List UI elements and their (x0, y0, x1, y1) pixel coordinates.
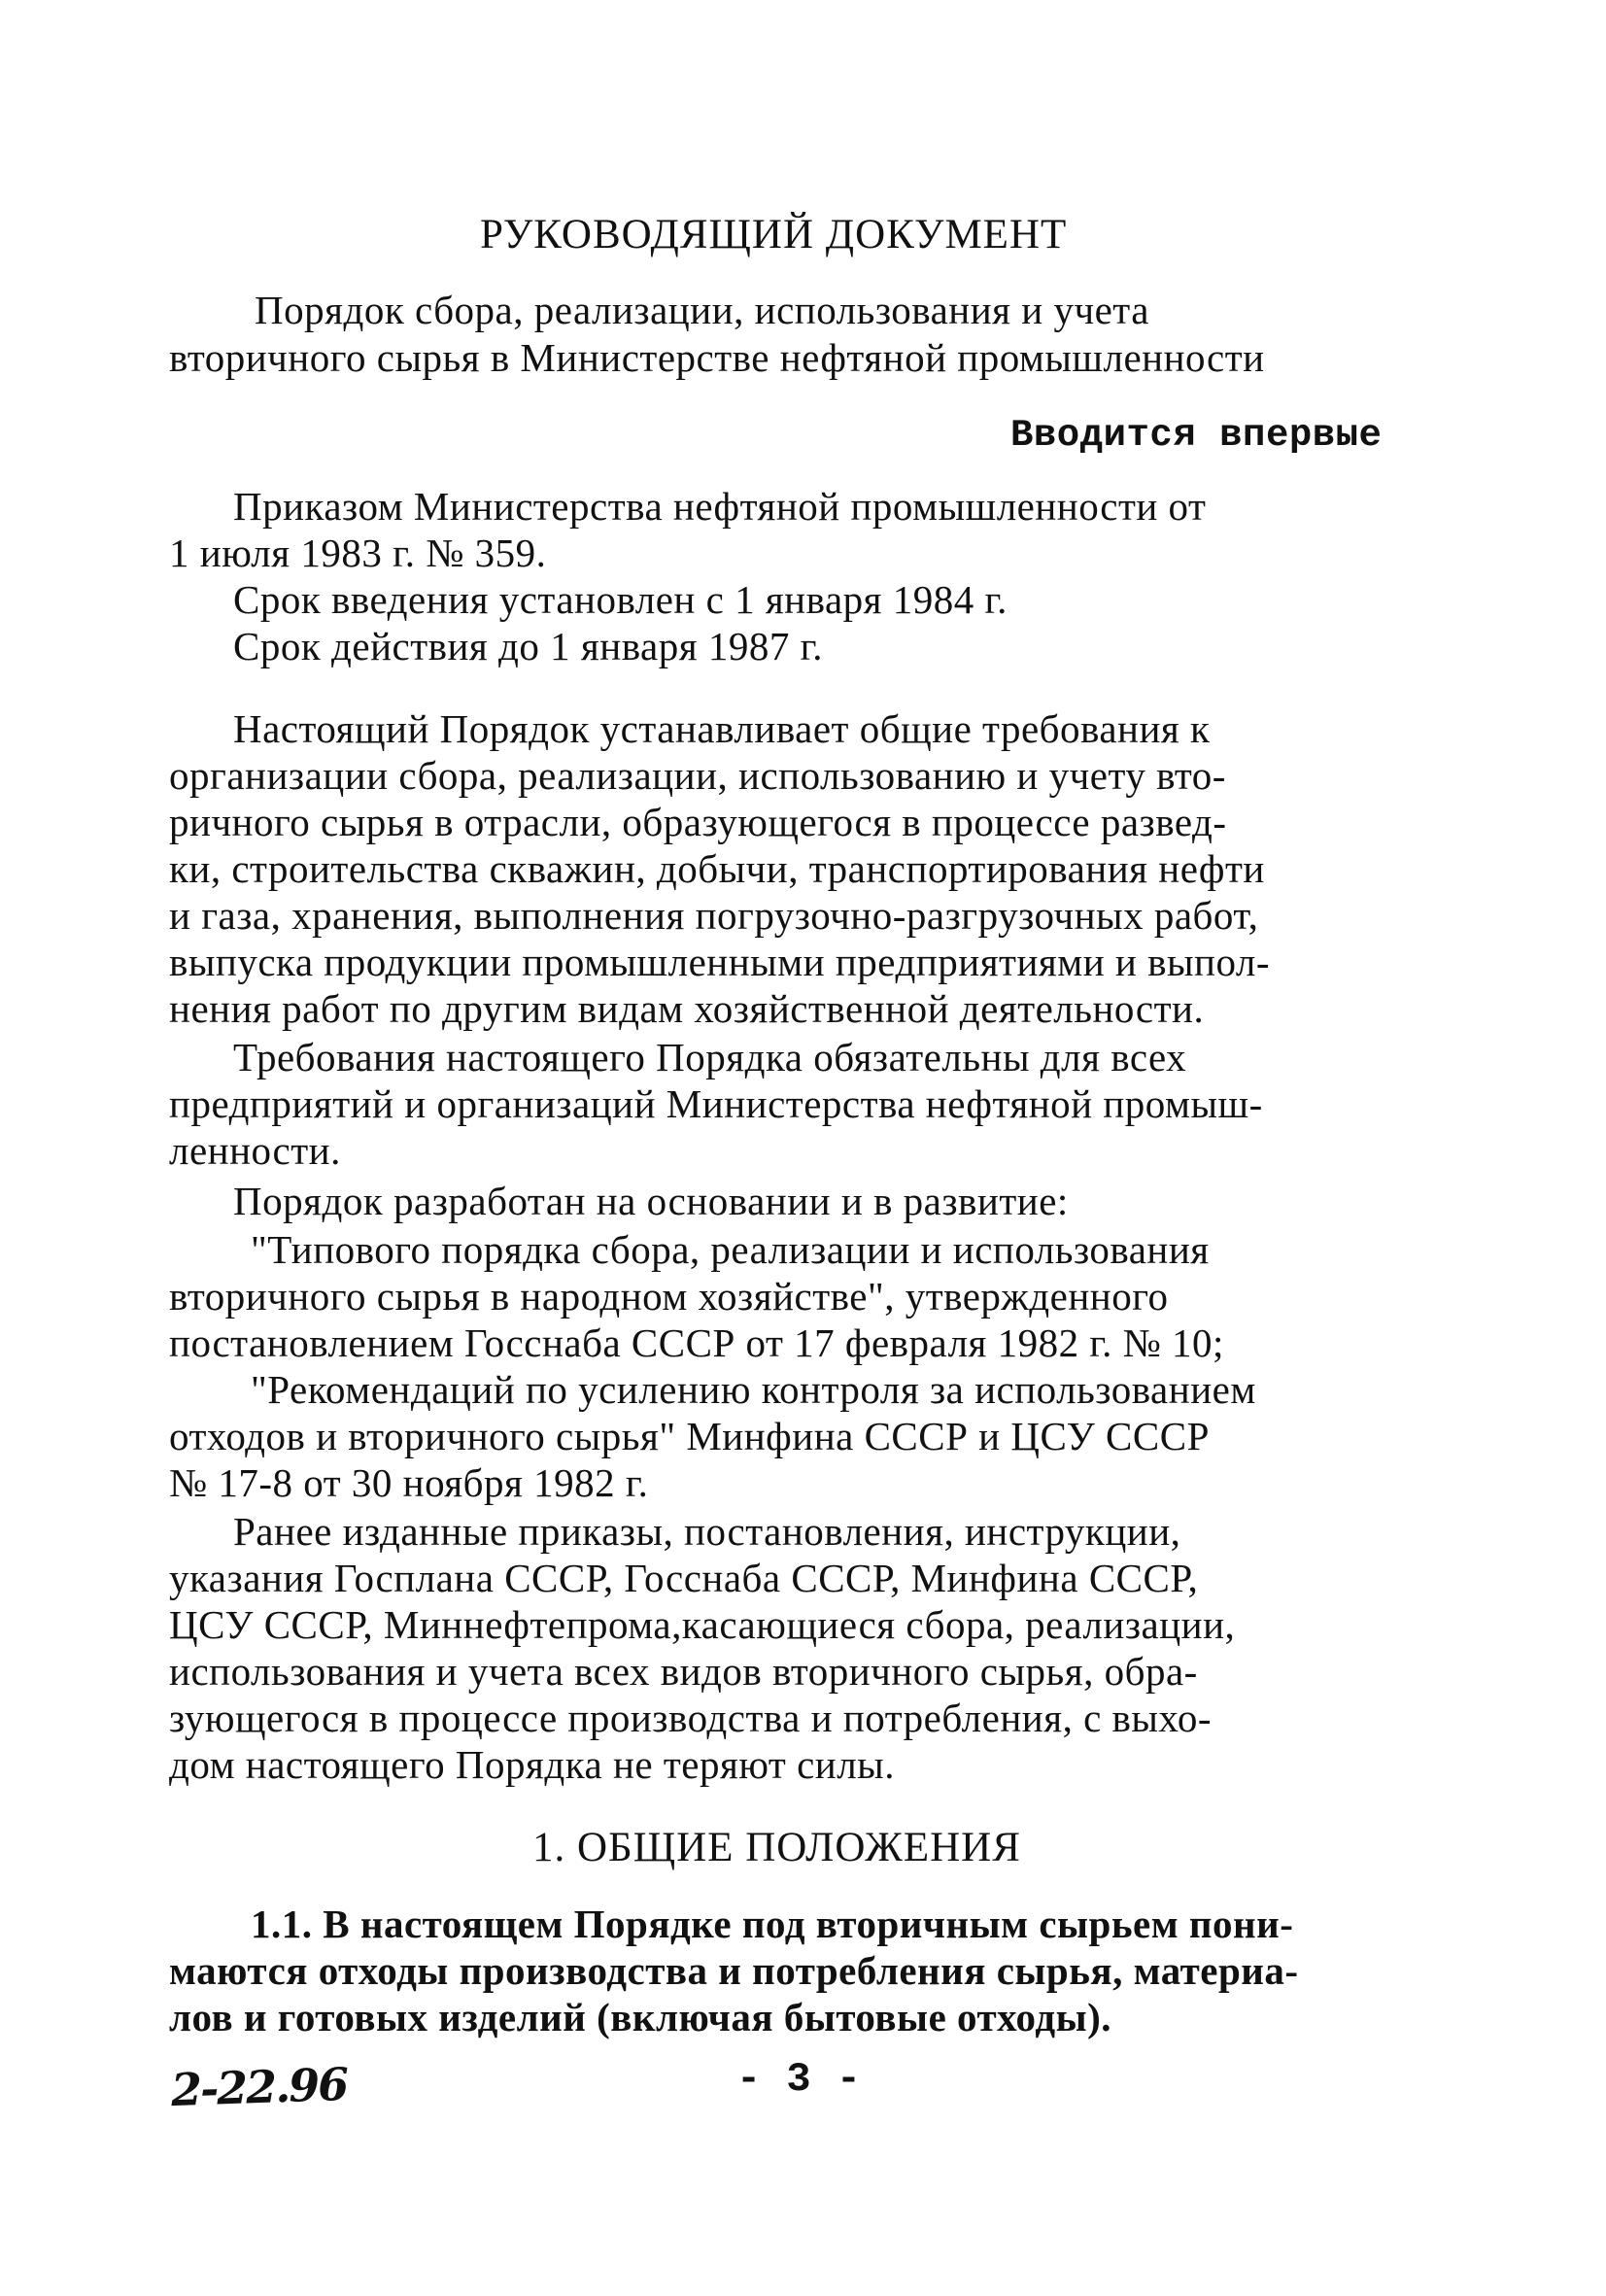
body-line: предприятий и организаций Министерства нефтяной промыш- (169, 1081, 1263, 1126)
document-header: РУКОВОДЯЩИЙ ДОКУМЕНТ (480, 212, 1068, 257)
body-line: "Типового порядка сбора, реализации и использования (251, 1227, 1210, 1272)
body-line: отходов и вторичного сырья" Минфина СССР и ЦСУ СССР (169, 1414, 1210, 1458)
body-line: "Рекомендаций по усилению контроля за использованием (251, 1367, 1256, 1412)
body-line: № 17-8 от 30 ноября 1982 г. (169, 1460, 649, 1505)
document-title-line-2: вторичного сырья в Министерстве нефтяной промышленности (169, 335, 1265, 380)
body-line: выпуска продукции промышленными предприятиями и выпол- (169, 940, 1271, 984)
body-line: использования и учета всех видов вторичного сырья, обра- (169, 1649, 1198, 1694)
body-line: вторичного сырья в народном хозяйстве", утвержденного (169, 1274, 1169, 1319)
approval-effective: Срок введения установлен с 1 января 1984 г. (233, 577, 1008, 622)
approval-validity: Срок действия до 1 января 1987 г. (233, 624, 824, 668)
section-body-line: лов и готовых изделий (включая бытовые отходы). (169, 1995, 1112, 2039)
document-status: Вводится впервые (1010, 414, 1383, 457)
body-line: и газа, хранения, выполнения погрузочно-разгрузочных работ, (169, 893, 1259, 938)
body-line: Настоящий Порядок устанавливает общие требования к (233, 706, 1211, 751)
body-line: дом настоящего Порядка не теряют силы. (169, 1742, 895, 1787)
body-line: Порядок разработан на основании и в развитие: (233, 1179, 1069, 1223)
body-line: нения работ по другим видам хозяйственной деятельности. (169, 986, 1205, 1031)
section-body-line: 1.1. В настоящем Порядке под вторичным сырьем пони- (251, 1902, 1294, 1946)
body-line: постановлением Госснаба СССР от 17 февраля 1982 г. № 10; (169, 1320, 1224, 1365)
body-line: Ранее изданные приказы, постановления, инструкции, (233, 1509, 1181, 1554)
body-line: организации сбора, реализации, использованию и учету вто- (169, 753, 1226, 798)
body-line: Требования настоящего Порядка обязательны для всех (233, 1035, 1187, 1079)
body-line: ЦСУ СССР, Миннефтепрома,касающиеся сбора, реализации, (169, 1602, 1236, 1647)
body-line: ки, строительства скважин, добычи, транспортирования нефти (169, 846, 1265, 891)
section-body-line: маются отходы производства и потребления сырья, материа- (169, 1948, 1299, 1993)
body-line: зующегося в процессе производства и потребления, с выхо- (169, 1696, 1213, 1740)
page-number: - 3 - (736, 2056, 862, 2103)
approval-line-2: 1 июля 1983 г. № 359. (169, 531, 547, 575)
body-line: ленности. (169, 1128, 341, 1173)
body-line: ричного сырья в отрасли, образующегося в процессе развед- (169, 800, 1227, 844)
body-line: указания Госплана СССР, Госснаба СССР, Минфина СССР, (169, 1556, 1199, 1600)
handwritten-mark: 2-22.96 (170, 2057, 349, 2117)
document-title-line-1: Порядок сбора, реализации, использования и учета (255, 288, 1149, 332)
section-heading: 1. ОБЩИЕ ПОЛОЖЕНИЯ (532, 1825, 1021, 1870)
approval-line-1: Приказом Министерства нефтяной промышленности от (233, 484, 1207, 529)
